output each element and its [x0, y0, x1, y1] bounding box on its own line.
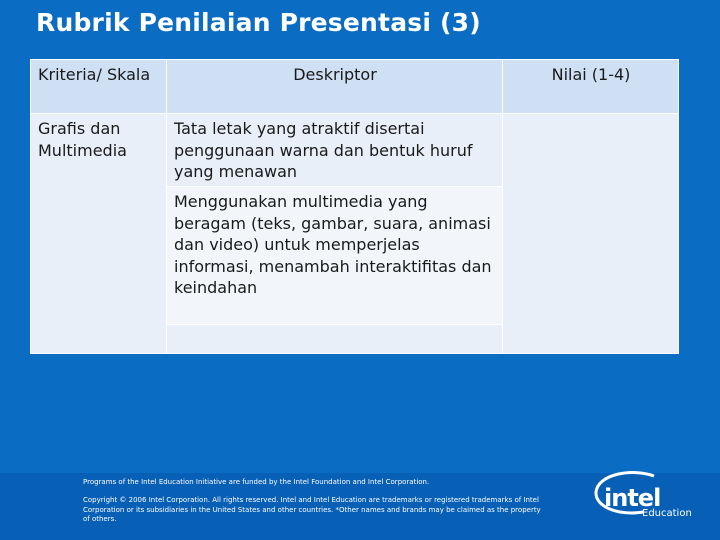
nilai-cell: [503, 114, 679, 354]
slide-title: Rubrik Penilaian Presentasi (3): [36, 8, 481, 37]
descriptor-cell-empty: [167, 325, 503, 354]
header-nilai: Nilai (1-4): [503, 60, 679, 114]
header-kriteria: Kriteria/ Skala: [31, 60, 167, 114]
header-deskriptor: Deskriptor: [167, 60, 503, 114]
footer-copyright-text: Copyright © 2006 Intel Corporation. All rights reserved. Intel and Intel Education are trademarks or registered trademarks of Intel Corporation or its subsidiaries in the United States and other countries. *Other names and brands may be claimed as the property of others.: [83, 496, 541, 523]
descriptor-cell: Tata letak yang atraktif disertai penggunaan warna dan bentuk huruf yang menawan: [167, 114, 503, 187]
header-row: [31, 60, 679, 114]
intel-education-label: Education: [642, 508, 692, 519]
criterion-cell: Grafis dan Multimedia: [31, 114, 167, 354]
footer-funding-text: Programs of the Intel Education Initiative are funded by the Intel Foundation and Intel Corporation.: [83, 478, 430, 486]
descriptor-cell: Menggunakan multimedia yang beragam (teks, gambar, suara, animasi dan video) untuk memperjelas informasi, menambah interaktifitas dan keindahan: [167, 187, 503, 325]
intel-wordmark: intel: [604, 484, 661, 512]
rubric-table: [30, 59, 679, 354]
table-row: [31, 114, 679, 187]
